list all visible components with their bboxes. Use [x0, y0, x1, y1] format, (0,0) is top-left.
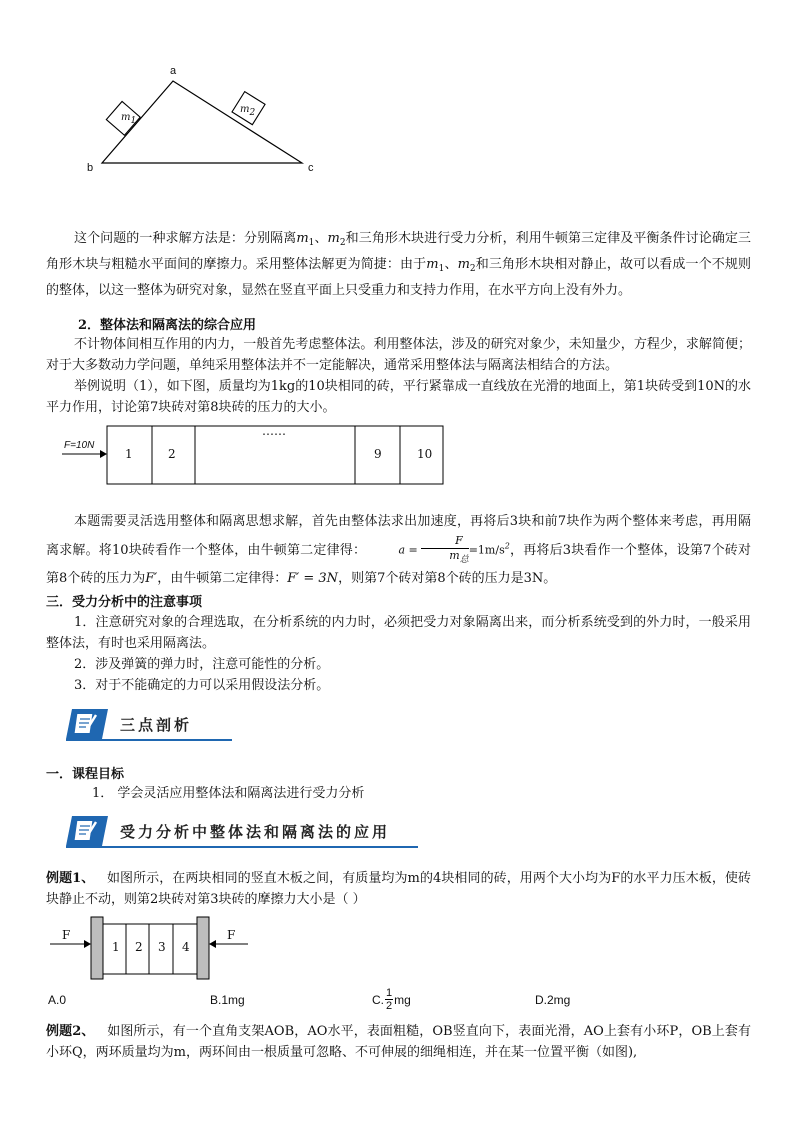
section-heading-3: 三．受力分析中的注意事项	[46, 595, 203, 610]
option-c[interactable]: C. 1 2 mg	[372, 987, 411, 1012]
option-b[interactable]: B.1mg	[210, 993, 245, 1007]
section-heading-2: 2．整体法和隔离法的综合应用	[78, 318, 257, 333]
note-3: 3．对于不能确定的力可以采用假设法分析。	[74, 678, 330, 693]
label-m2: m2	[240, 104, 256, 118]
banner-three-points	[66, 710, 192, 738]
notebook-pencil-icon	[66, 816, 108, 846]
goals-heading: 一．课程目标	[46, 767, 125, 782]
boards-bricks-figure	[48, 914, 258, 982]
note-1: 1．注意研究对象的合理选取，在分析系统的内力时，必须把受力对象隔离出来，而分析系统受到的外力时，一般采用整体法，有时也采用隔离法。	[46, 615, 751, 651]
banner-underline-2	[66, 846, 418, 848]
label-m1: m1	[121, 112, 137, 126]
banner-underline-1	[66, 739, 232, 741]
brick-2: 2	[168, 447, 176, 461]
label-a: a	[170, 65, 177, 77]
brick-label-3: 3	[158, 940, 166, 954]
paragraph-example-1: 举例说明（1），如下图，质量均为1kg的10块相同的砖，平行紧靠成一直线放在光滑的地面上，第1块砖受到10N的水平力作用，讨论第7块砖对第8块砖的压力的大小。	[46, 379, 751, 415]
formula-acceleration: a = F $m_总$ $=1m/s^2$	[398, 534, 510, 565]
force-label-10n: F=10N	[64, 440, 95, 451]
note-2: 2．涉及弹簧的弹力时，注意可能性的分析。	[74, 657, 330, 672]
label-c: c	[308, 162, 314, 174]
option-d[interactable]: D.2mg	[535, 993, 571, 1007]
force-right-label: F	[227, 928, 236, 942]
goal-item-1: 1． 学会灵活应用整体法和隔离法进行受力分析	[92, 786, 365, 801]
triangle-figure	[80, 62, 330, 180]
brick-1: 1	[125, 447, 133, 461]
bricks-row-figure	[60, 424, 450, 486]
brick-label-4: 4	[182, 940, 190, 954]
brick-dots: ……	[262, 424, 286, 438]
brick-9: 9	[374, 447, 382, 461]
notebook-pencil-icon	[66, 709, 108, 739]
banner-topic	[66, 817, 390, 845]
brick-10: 10	[417, 447, 433, 461]
paragraph-solution: 本题需要灵活选用整体和隔离思想求解，首先由整体法求出加速度，再将后3块和前7块作为两个整体来考虑，再用隔离求解。将10块砖看作一个整体，由牛顿第二定律得： a = F $m_总$ $=1m/s^2$，再将后3块看作一个整体，设第7个砖对第8个砖的压力为F′，由牛顿第二定律得：F′ = 3N，则第7个砖对第8个砖的压力是3N。	[46, 514, 751, 586]
example-1: 例题1、 如图所示，在两块相同的竖直木板之间，有质量均为m的4块相同的砖，用两个大小均为F的水平力压木板，使砖块静止不动，则第2块砖对第3块砖的摩擦力大小是（ ）	[46, 871, 751, 907]
example-2: 例题2、 如图所示，有一个直角支架AOB，AO水平，表面粗糙，OB竖直向下，表面光滑，AO上套有小环P，OB上套有小环Q，两环质量均为m，两环间由一根质量可忽略、不可伸展的细绳相连，并在某一位置平衡（如图),	[46, 1024, 751, 1060]
brick-label-1: 1	[112, 940, 120, 954]
paragraph-combined: 不计物体间相互作用的内力，一般首先考虑整体法。利用整体法，涉及的研究对象少，未知量少，方程少，求解简便；对于大多数动力学问题，单纯采用整体法并不一定能解决，通常采用整体法与隔离法相结合的方法。	[46, 337, 751, 373]
banner-three-points-title: 三点剖析	[120, 715, 193, 734]
label-b: b	[87, 162, 94, 174]
banner-topic-title: 受力分析中整体法和隔离法的应用	[120, 822, 391, 841]
force-left-label: F	[62, 928, 71, 942]
paragraph-integral-method: 这个问题的一种求解方法是：分别隔离$m_1$、$m_2$和三角形木块进行受力分析，利用牛顿第三定律及平衡条件讨论确定三角形木块与粗糙水平面间的摩擦力。采用整体法解更为简捷：由于$m_1$、$m_2$和三角形木块相对静止，故可以看成一个不规则的整体，以这一整体为研究对象，显然在竖直平面上只受重力和支持力作用，在水平方向上没有外力。	[46, 231, 751, 298]
option-a[interactable]: A.0	[48, 993, 67, 1007]
brick-label-2: 2	[135, 940, 143, 954]
